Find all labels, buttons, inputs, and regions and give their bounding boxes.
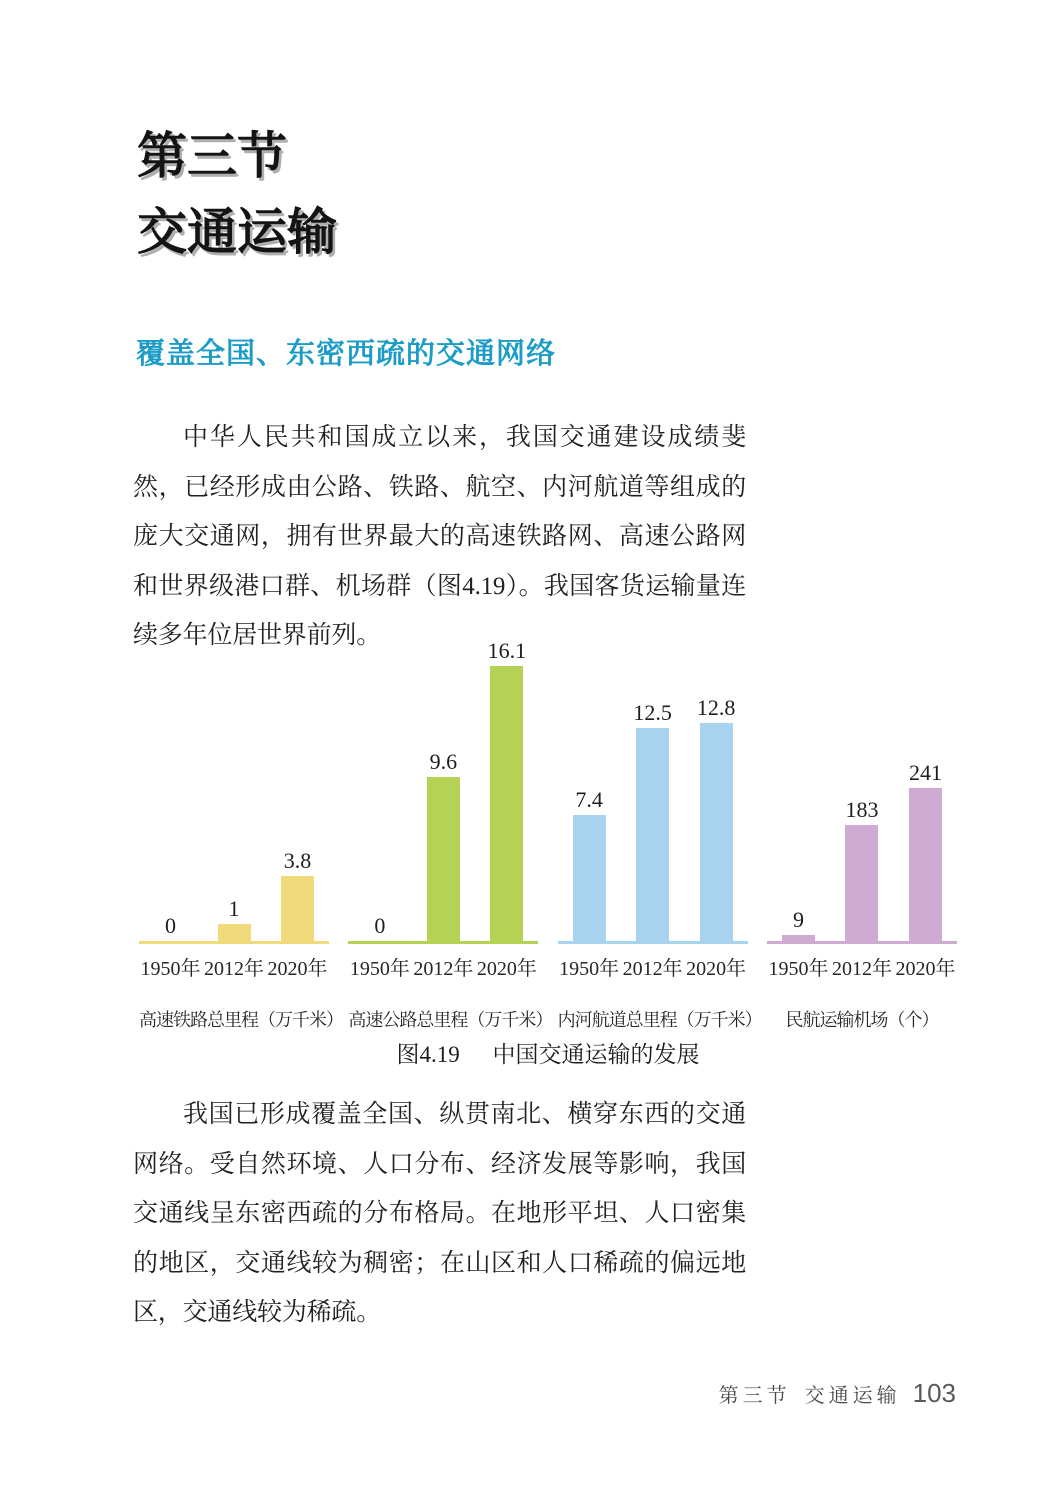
axis-baseline [558, 941, 748, 944]
bar-value-label: 241 [908, 760, 942, 785]
bar [636, 728, 669, 941]
bar-slot [894, 761, 957, 941]
bars-area [558, 640, 748, 941]
year-label: 1950年 [768, 958, 829, 980]
bar-value-label: 7.4 [575, 787, 603, 812]
year-labels-row [348, 952, 538, 981]
year-label: 1950年 [559, 958, 620, 980]
bar-value-label: 0 [374, 913, 386, 938]
footer-section-title: 交通运输 [804, 1385, 901, 1407]
bar-value-label: 12.5 [633, 700, 672, 725]
bar [573, 815, 606, 941]
group-label: 内河航道总里程（万千米） [557, 1010, 762, 1030]
bar-value-label: 1 [228, 896, 240, 921]
axis-baseline [139, 941, 329, 944]
bar [427, 777, 460, 941]
bar-slot [412, 750, 475, 941]
footer-section-number: 第三节 [718, 1385, 791, 1407]
section-title: 交通运输 [137, 204, 337, 260]
year-label: 2012年 [622, 958, 683, 980]
bar-value-label: 9.6 [429, 749, 458, 774]
year-label: 2020年 [476, 958, 537, 980]
bar-value-label: 183 [845, 797, 879, 822]
bar-slot [830, 798, 893, 941]
year-labels-row [558, 952, 748, 981]
bar-value-label: 0 [165, 913, 176, 938]
paragraph-network-distribution: 我国已形成覆盖全国、纵贯南北、横穿东西的交通网络。受自然环境、人口分布、经济发展等影响，我国交通线呈东密西疏的分布格局。在地形平坦、人口密集的地区，交通线较为稠密；在山区和人口稀疏的偏远地区，交通线较为稀疏。 [133, 1101, 746, 1326]
bar-value-label: 12.8 [696, 695, 736, 720]
year-labels-row [767, 952, 957, 981]
bar-slot [621, 701, 684, 941]
bar-value-label: 16.1 [487, 638, 527, 663]
bar [281, 876, 314, 941]
chart-group-1 [348, 638, 553, 1032]
chart-group-0 [139, 640, 343, 1032]
bar [700, 723, 733, 941]
year-label: 2012年 [831, 958, 892, 980]
page-number: 103 [912, 1378, 956, 1408]
chart-group-3 [767, 640, 957, 1032]
year-label: 2012年 [204, 958, 264, 980]
figure-caption-title: 中国交通运输的发展 [492, 1042, 700, 1067]
year-label: 2020年 [267, 958, 328, 980]
subsection-heading: 覆盖全国、东密西疏的交通网络 [136, 338, 557, 370]
bars-area [139, 640, 329, 941]
bar-slot [139, 914, 202, 941]
bar-slot [266, 849, 329, 941]
year-labels-row [139, 952, 329, 981]
figure-caption [139, 1036, 957, 1069]
bar-slot [475, 639, 538, 941]
bar-slot [558, 788, 621, 941]
bar [909, 788, 942, 941]
bar-value-label: 3.8 [283, 848, 312, 873]
section-heading [137, 118, 337, 270]
bar-slot [685, 696, 748, 941]
year-label: 1950年 [140, 958, 201, 980]
bar [845, 825, 878, 941]
group-label: 高速铁路总里程（万千米） [139, 1010, 343, 1030]
year-label: 2012年 [413, 958, 474, 980]
year-label: 1950年 [349, 958, 410, 980]
chart-group-2 [557, 640, 762, 1032]
paragraph-intro: 中华人民共和国成立以来，我国交通建设成绩斐然，已经形成由公路、铁路、航空、内河航道等组成的庞大交通网，拥有世界最大的高速铁路网、高速公路网和世界级港口群、机场群（图4.19）。我国客货运输量连续多年位居世界前列。 [133, 424, 746, 649]
bar [490, 666, 523, 941]
bar-slot [203, 897, 266, 941]
bars-area [767, 640, 957, 941]
bar-slot [348, 914, 411, 941]
section-number: 第三节 [137, 128, 287, 184]
page-footer [719, 1378, 956, 1409]
year-label: 2020年 [686, 958, 747, 980]
bars-area [348, 640, 538, 941]
axis-baseline [767, 941, 957, 944]
group-label: 高速公路总里程（万千米） [348, 1010, 553, 1030]
year-label: 2020年 [895, 958, 956, 980]
axis-baseline [348, 941, 538, 944]
bar [218, 924, 251, 941]
figure-caption-number: 图4.19 [396, 1042, 460, 1067]
bar-value-label: 9 [792, 907, 804, 932]
bar-chart-figure [139, 640, 957, 1032]
bar-slot [767, 908, 830, 941]
group-label: 民航运输机场（个） [785, 1010, 939, 1030]
